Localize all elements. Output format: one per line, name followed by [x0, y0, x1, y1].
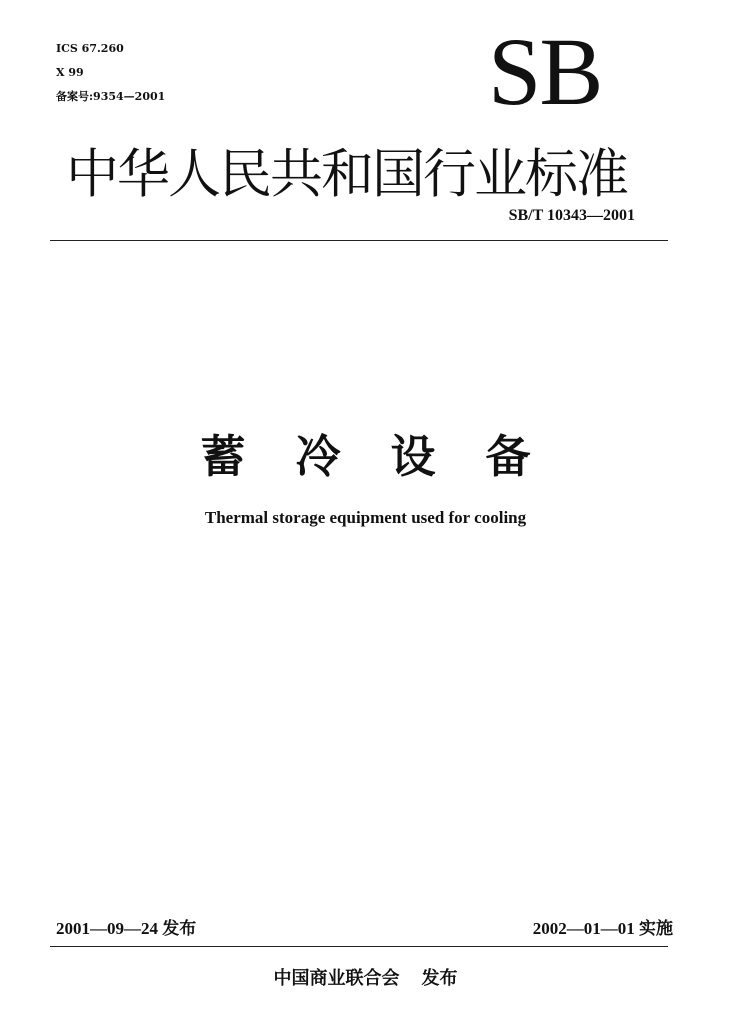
document-title-english: Thermal storage equipment used for cooling — [204, 508, 527, 527]
document-title: 蓄冷设备 — [200, 430, 581, 483]
filing-number: 备案号:9354—2001 — [56, 90, 166, 103]
publish-label: 发布 — [421, 968, 458, 989]
sb-logo: SB — [488, 18, 602, 125]
publisher-line — [0, 964, 731, 990]
effective-date: 2002—01—01 实施 — [532, 919, 673, 938]
classification-code: X 99 — [56, 66, 84, 79]
publisher-name: 中国商业联合会 — [273, 968, 400, 989]
ics-code: ICS 67.260 — [56, 42, 124, 55]
top-divider — [50, 240, 668, 241]
bottom-divider — [50, 946, 668, 947]
standard-code: SB/T 10343—2001 — [508, 207, 635, 224]
org-title: 中华人民共和国行业标准 — [66, 144, 627, 205]
issue-date: 2001—09—24 发布 — [56, 919, 197, 938]
